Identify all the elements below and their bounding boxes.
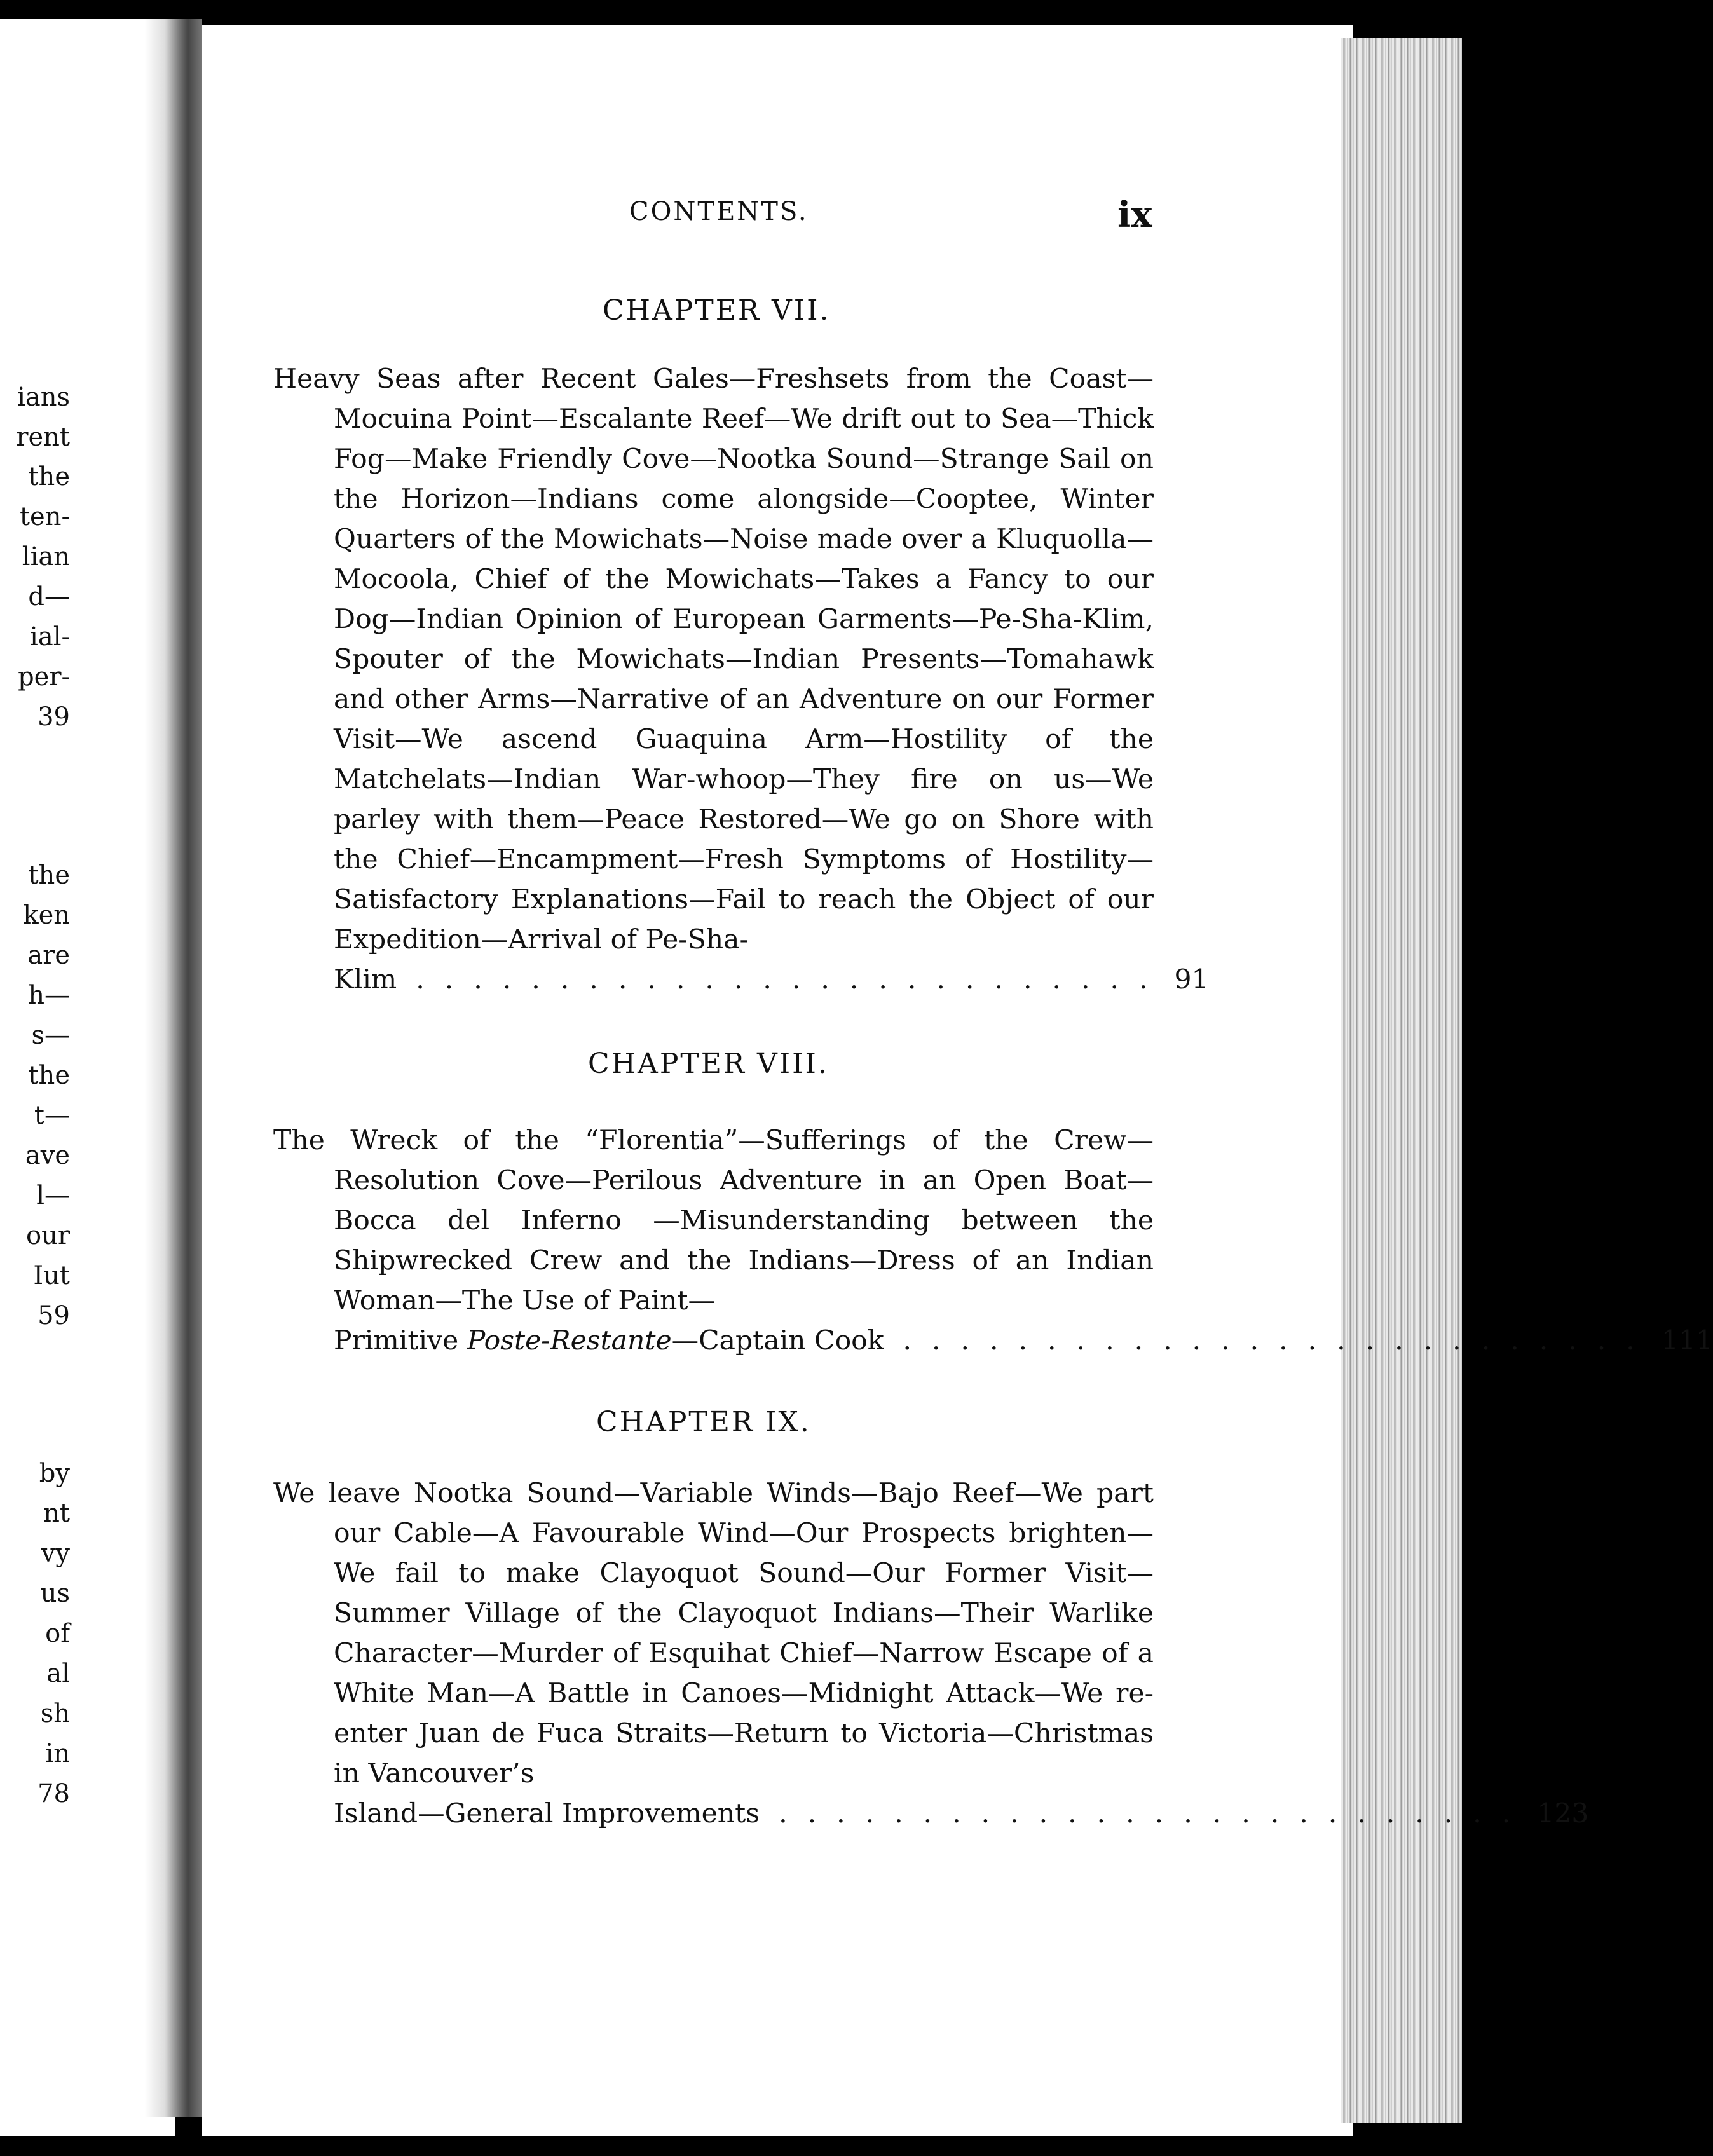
facing-page-fragment: 78 <box>38 1779 70 1808</box>
summary-text: We leave Nootka Sound—Variable Winds—Bajo Reef—We part our Cable—A Favourable Wind—Our Prospects brighten—We fail to make Clayoquot Sound—Our Former Visit—Summer Village of the Clayoquot Indians—Their Warlike Character—Murder of Esquihat Chief—Narrow Escape of a White Man—A Battle in Canoes—Midnight Attack—We re-enter Juan de Fuca Straits—Return to Victoria—Christmas in Vancouver’s <box>273 1478 1154 1789</box>
facing-page-fragment: the <box>28 1061 70 1090</box>
facing-page-fragment: t— <box>34 1101 70 1130</box>
facing-page-fragment: vy <box>41 1539 70 1568</box>
book-gutter <box>145 19 202 2117</box>
facing-page-fragment: are <box>27 941 70 970</box>
summary-last-words: Klim <box>334 964 397 995</box>
facing-page-fragment: by <box>39 1459 70 1488</box>
chapter-page-number: 111 <box>1661 1325 1713 1356</box>
facing-page-fragment: s— <box>31 1021 70 1050</box>
facing-page-fragment: the <box>28 861 70 890</box>
facing-page-fragment: d— <box>28 582 70 611</box>
leader-line <box>334 1794 1589 1834</box>
facing-page-fragment: per- <box>18 662 70 692</box>
facing-page-fragment: the <box>28 462 70 491</box>
dot-leader: .......................... <box>416 964 1168 995</box>
facing-page-fragment: our <box>26 1221 70 1250</box>
facing-page-fragment: 59 <box>38 1301 70 1330</box>
facing-page-fragment: lian <box>22 542 70 571</box>
facing-page-fragment: ave <box>25 1141 70 1170</box>
facing-page-fragment: nt <box>43 1499 70 1528</box>
summary-text: Heavy Seas after Recent Gales—Freshsets from the Coast—Mocuina Point—Escalante Reef—We drift out to Sea—Thick Fog—Make Friendly Cove—Nootka Sound—Strange Sail on the Horizon—Indians come alongside—Cooptee, Winter Quarters of the Mowichats—Noise made over a Kluquolla—Mocoola, Chief of the Mowichats—Takes a Fancy to our Dog—Indian Opinion of European Garments—Pe-Sha-Klim, Spouter of the Mowichats—Indian Presents—Tomahawk and other Arms—Narrative of an Adventure on our Former Visit—We ascend Guaquina Arm—Hostility of the Matchelats—Indian War-whoop—They fire on us—We parley with them—Peace Restored—We go on Shore with the Chief—Encampment—Fresh Symptoms of Hostility—Satisfactory Explanations—Fail to reach the Object of our Expedition—Arrival of Pe-Sha- <box>273 364 1154 955</box>
facing-page-fragment: rent <box>16 423 70 452</box>
leader-line <box>334 960 1209 1000</box>
facing-page-fragment: sh <box>40 1699 70 1728</box>
chapter-page-number: 123 <box>1537 1798 1589 1829</box>
facing-page-fragment: h— <box>28 981 70 1010</box>
chapter-page-number: 91 <box>1174 964 1209 995</box>
facing-page-fragment: al <box>46 1659 70 1688</box>
facing-page-fragment: us <box>40 1579 70 1608</box>
facing-page-fragment: of <box>45 1619 70 1648</box>
dot-leader: .......................... <box>779 1798 1531 1829</box>
leader-line <box>334 1321 1713 1361</box>
chapter-summary <box>273 1473 1589 1834</box>
summary-last-words: Primitive Poste-Restante—Captain Cook <box>334 1325 884 1356</box>
running-head: CONTENTS. <box>629 197 809 226</box>
facing-page-fragment: ial- <box>30 622 70 652</box>
page-number: ix <box>1117 194 1152 236</box>
summary-text: The Wreck of the “Florentia”—Sufferings of the Crew—Resolution Cove—Perilous Adventure in an Open Boat—Bocca del Inferno —Misunderstanding between the Shipwrecked Crew and the Indians—Dress of an Indian Woman—The Use of Paint— <box>273 1125 1154 1316</box>
facing-page-fragment: in <box>45 1739 70 1768</box>
dot-leader: .......................... <box>903 1325 1655 1356</box>
facing-page-fragment: l— <box>36 1181 70 1210</box>
chapter-summary <box>273 359 1209 1000</box>
chapter-heading: CHAPTER VIII. <box>588 1047 829 1080</box>
facing-page-fragment: ten- <box>19 502 70 531</box>
facing-page-fragment: Iut <box>33 1261 70 1290</box>
summary-last-words: Island—General Improvements <box>334 1798 760 1829</box>
chapter-summary <box>273 1121 1713 1361</box>
facing-page-fragment: ken <box>23 901 70 930</box>
facing-page-fragment: 39 <box>38 702 70 732</box>
chapter-heading: CHAPTER IX. <box>596 1406 811 1438</box>
facing-page-fragment: ians <box>17 383 70 412</box>
chapter-heading: CHAPTER VII. <box>603 294 831 327</box>
